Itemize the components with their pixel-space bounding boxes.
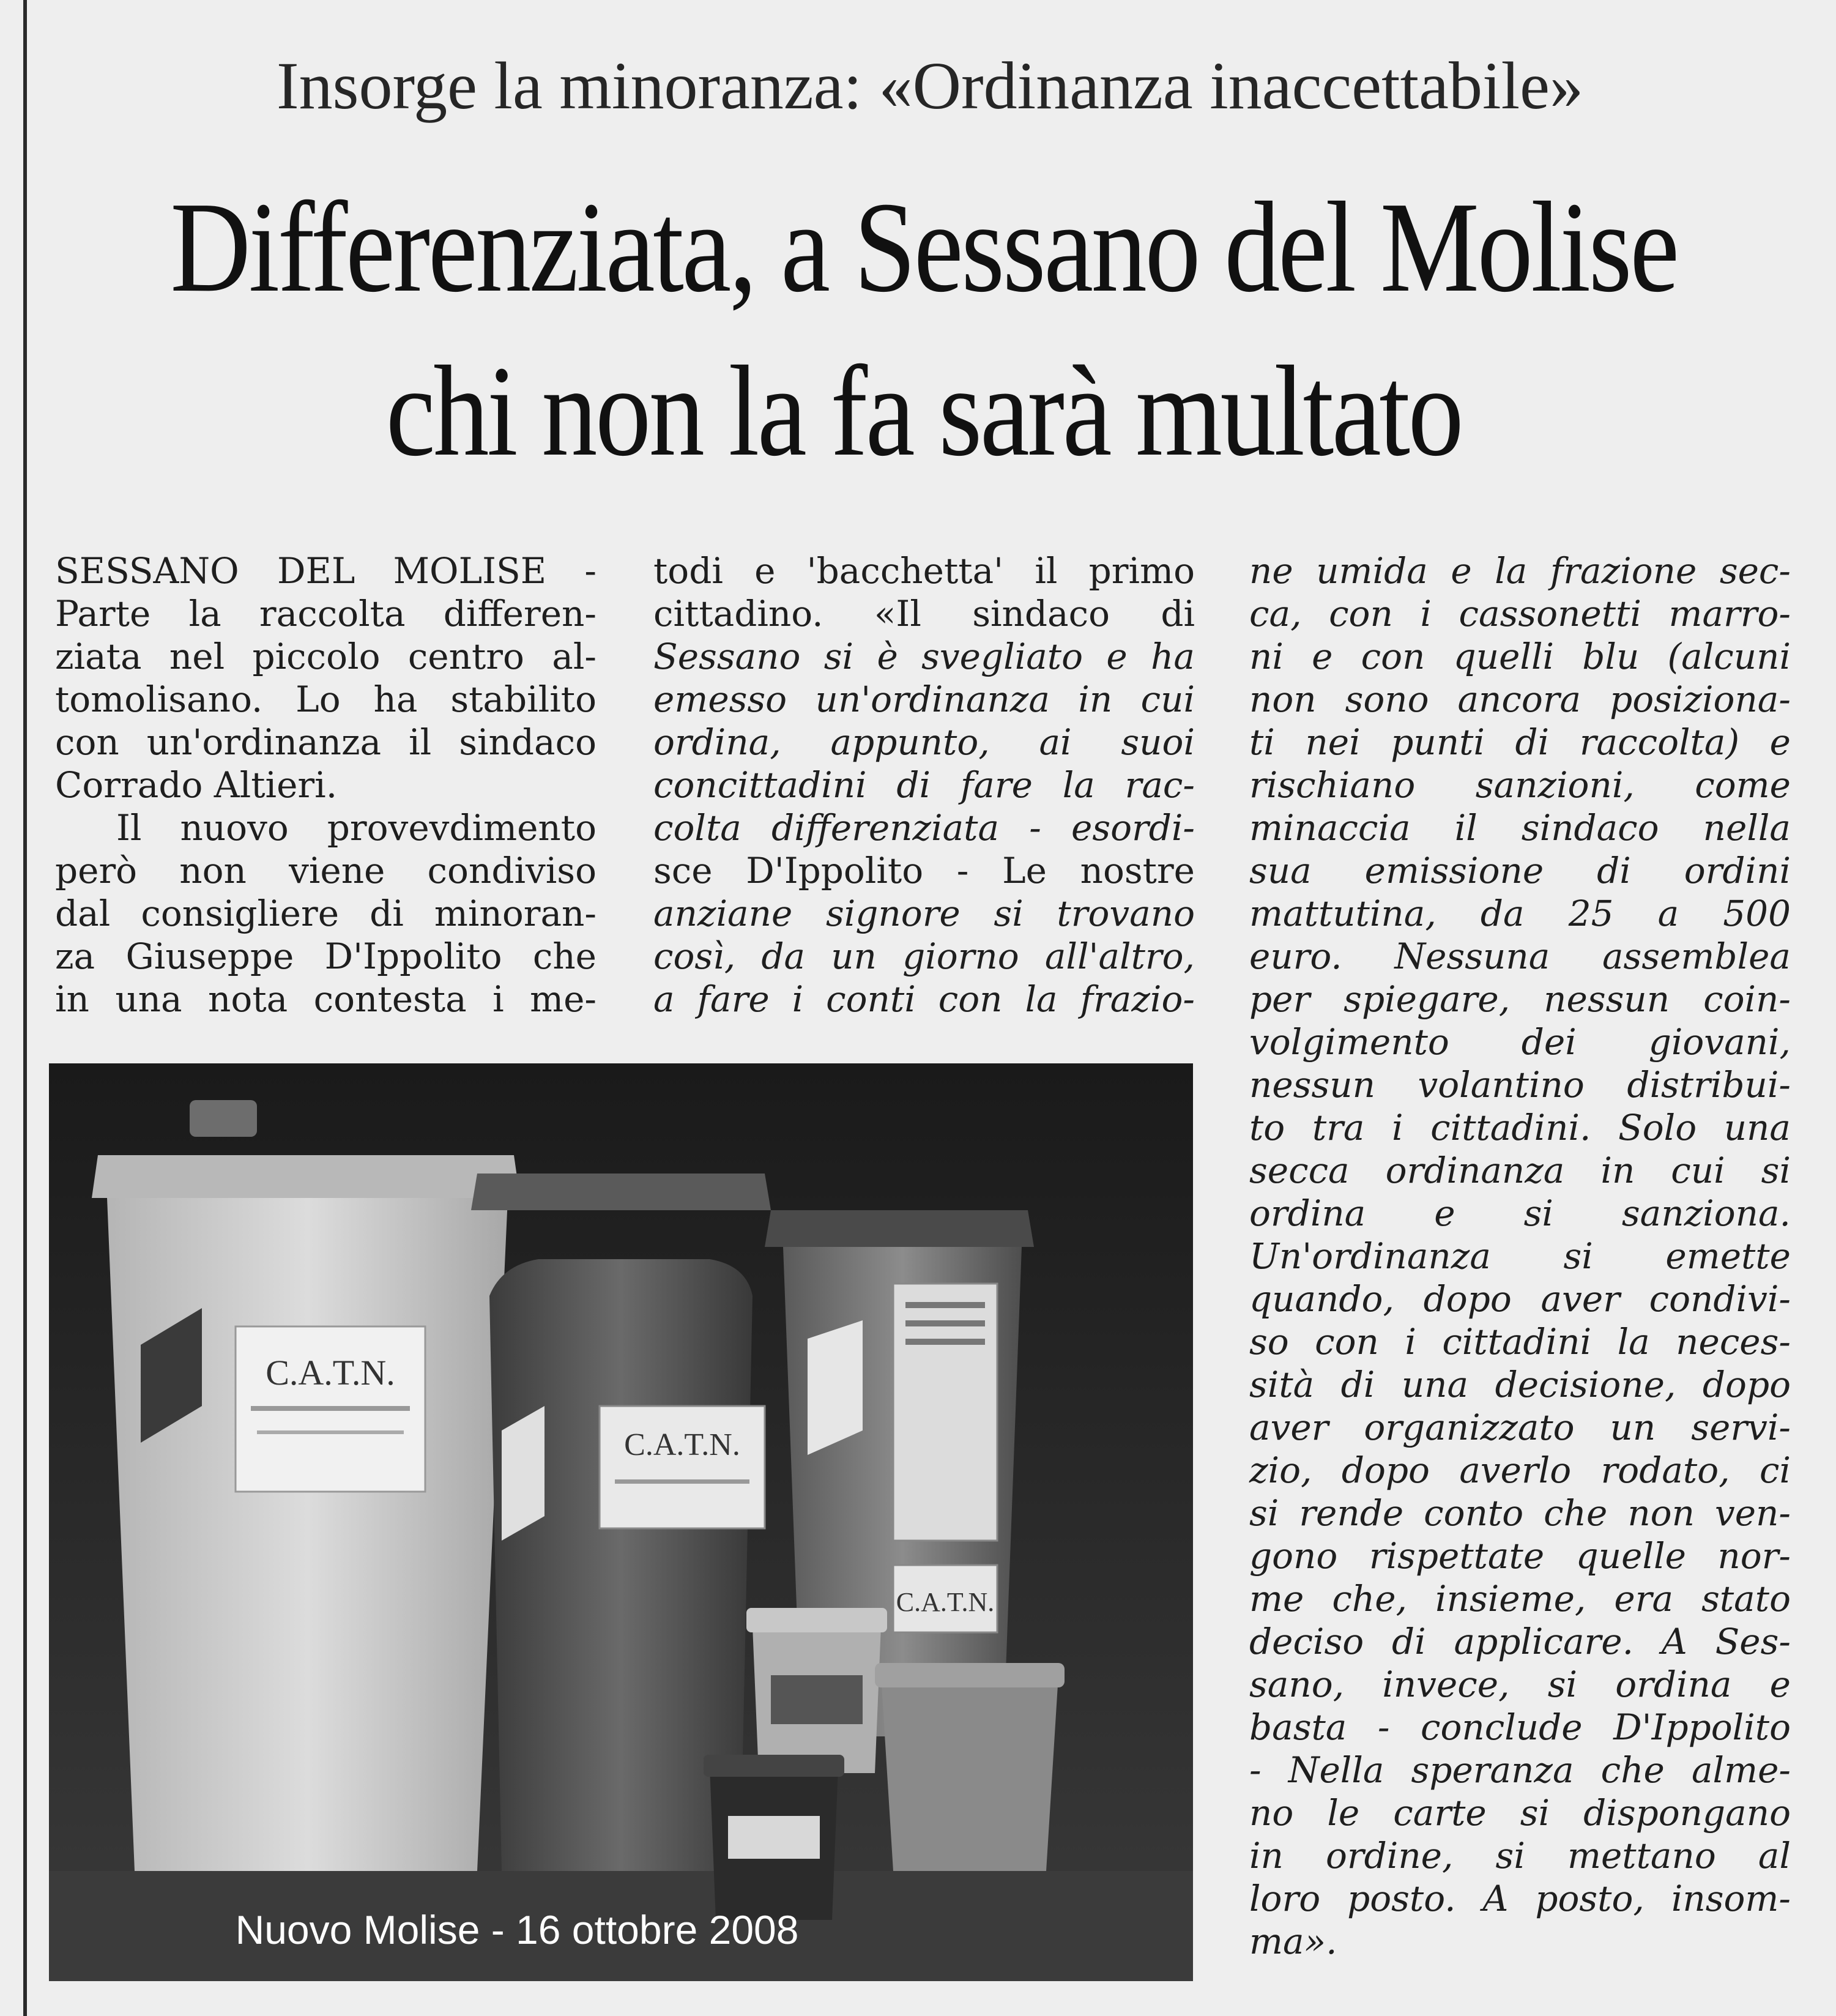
text-line: zio, dopo averlo rodato, ci	[1249, 1449, 1791, 1491]
text-line: non sono ancora posiziona-	[1249, 679, 1791, 720]
text-line: todi e 'bacchetta' il primo	[653, 550, 1195, 592]
bin-label-1: C.A.T.N.	[266, 1353, 395, 1393]
text-line: emesso un'ordinanza in cui	[653, 679, 1195, 720]
text-line: ni e con quelli blu (alcuni	[1249, 636, 1791, 677]
text-line: ne umida e la frazione sec-	[1249, 550, 1791, 592]
text-line: sità di una decisione, dopo	[1249, 1364, 1791, 1405]
text-line: anziane signore si trovano	[653, 893, 1195, 934]
text-line: concittadini di fare la rac-	[653, 764, 1195, 806]
photo-caption: Nuovo Molise - 16 ottobre 2008	[235, 1907, 799, 1952]
article-column-3	[1249, 549, 1791, 1963]
text-line: rischiano sanzioni, come	[1249, 764, 1791, 806]
text-line: sano, invece, si ordina e	[1249, 1664, 1791, 1705]
text-line: deciso di applicare. A Ses-	[1249, 1621, 1791, 1662]
text-line: za Giuseppe D'Ippolito che	[55, 935, 597, 977]
text-line: so con i cittadini la neces-	[1249, 1321, 1791, 1363]
text-line: secca ordinanza in cui si	[1249, 1150, 1791, 1191]
text-line: dal consigliere di minoran-	[55, 893, 597, 934]
text-line: Parte la raccolta differen-	[55, 593, 597, 634]
bin-label-3: C.A.T.N.	[896, 1587, 995, 1617]
text-line: basta - conclude D'Ippolito	[1249, 1706, 1791, 1748]
bins-illustration	[49, 1063, 1193, 1981]
text-line: quando, dopo aver condivi-	[1249, 1278, 1791, 1320]
text-line: me che, insieme, era stato	[1249, 1578, 1791, 1620]
text-line: ca, con i cassonetti marro-	[1249, 593, 1791, 634]
headline-line-2: chi non la fa sarà multato	[385, 339, 1462, 483]
text-line: ma».	[1249, 1921, 1337, 1962]
text-line: cittadino. «Il sindaco di	[653, 593, 1195, 634]
text-line: volgimento dei giovani,	[1249, 1021, 1791, 1063]
text-line: loro posto. A posto, insom-	[1249, 1878, 1791, 1919]
text-line: sce D'Ippolito - Le nostre	[653, 850, 1195, 891]
text-line: Il nuovo provevdimento	[116, 807, 597, 849]
article-column-1	[55, 549, 597, 1021]
text-line: ti nei punti di raccolta) e	[1249, 721, 1791, 763]
text-line: Corrado Altieri.	[55, 764, 338, 806]
main-headline	[161, 165, 1687, 493]
text-line: nessun volantino distribui-	[1249, 1064, 1791, 1106]
text-line: Un'ordinanza si emette	[1249, 1235, 1791, 1277]
text-line: gono rispettate quelle nor-	[1249, 1535, 1791, 1577]
text-line: no le carte si dispongano	[1249, 1792, 1791, 1834]
text-line: ziata nel piccolo centro al-	[55, 636, 597, 677]
white-bin	[92, 1100, 520, 1871]
text-line: a fare i conti con la frazio-	[653, 978, 1195, 1020]
text-line: mattutina, da 25 a 500	[1249, 893, 1791, 934]
bin-label-2: C.A.T.N.	[624, 1427, 740, 1462]
text-line: - Nella speranza che alme-	[1249, 1749, 1791, 1791]
text-line: si rende conto che non ven-	[1249, 1492, 1791, 1534]
text-line: tomolisano. Lo ha stabilito	[55, 679, 597, 720]
article-column-2	[653, 549, 1195, 1021]
text-line: ordina, appunto, ai suoi	[653, 721, 1195, 763]
text-line: euro. Nessuna assemblea	[1249, 935, 1791, 977]
text-line: in una nota contesta i me-	[55, 978, 597, 1020]
headline-line-1: Differenziata, a Sessano del Molise	[170, 175, 1678, 319]
waste-bins-photo	[49, 1063, 1193, 1981]
text-line: con un'ordinanza il sindaco	[55, 721, 597, 763]
text-line: to tra i cittadini. Solo una	[1249, 1107, 1791, 1148]
text-line: aver organizzato un servi-	[1249, 1407, 1791, 1448]
text-line: per spiegare, nessun coin-	[1249, 978, 1791, 1020]
text-line: colta differenziata - esordi-	[653, 807, 1195, 849]
text-line: però non viene condiviso	[55, 850, 597, 891]
text-line: in ordine, si mettano al	[1249, 1835, 1791, 1877]
text-line: sua emissione di ordini	[1249, 850, 1791, 891]
text-line: minaccia il sindaco nella	[1249, 807, 1791, 849]
text-line: SESSANO DEL MOLISE -	[55, 550, 597, 592]
text-line: così, da un giorno all'altro,	[653, 935, 1195, 977]
kicker-headline: Insorge la minoranza: «Ordinanza inaccettabile»	[277, 48, 1583, 123]
left-column-rule	[23, 0, 27, 2016]
text-line: ordina e si sanziona.	[1249, 1192, 1791, 1234]
text-line: Sessano si è svegliato e ha	[653, 636, 1195, 677]
